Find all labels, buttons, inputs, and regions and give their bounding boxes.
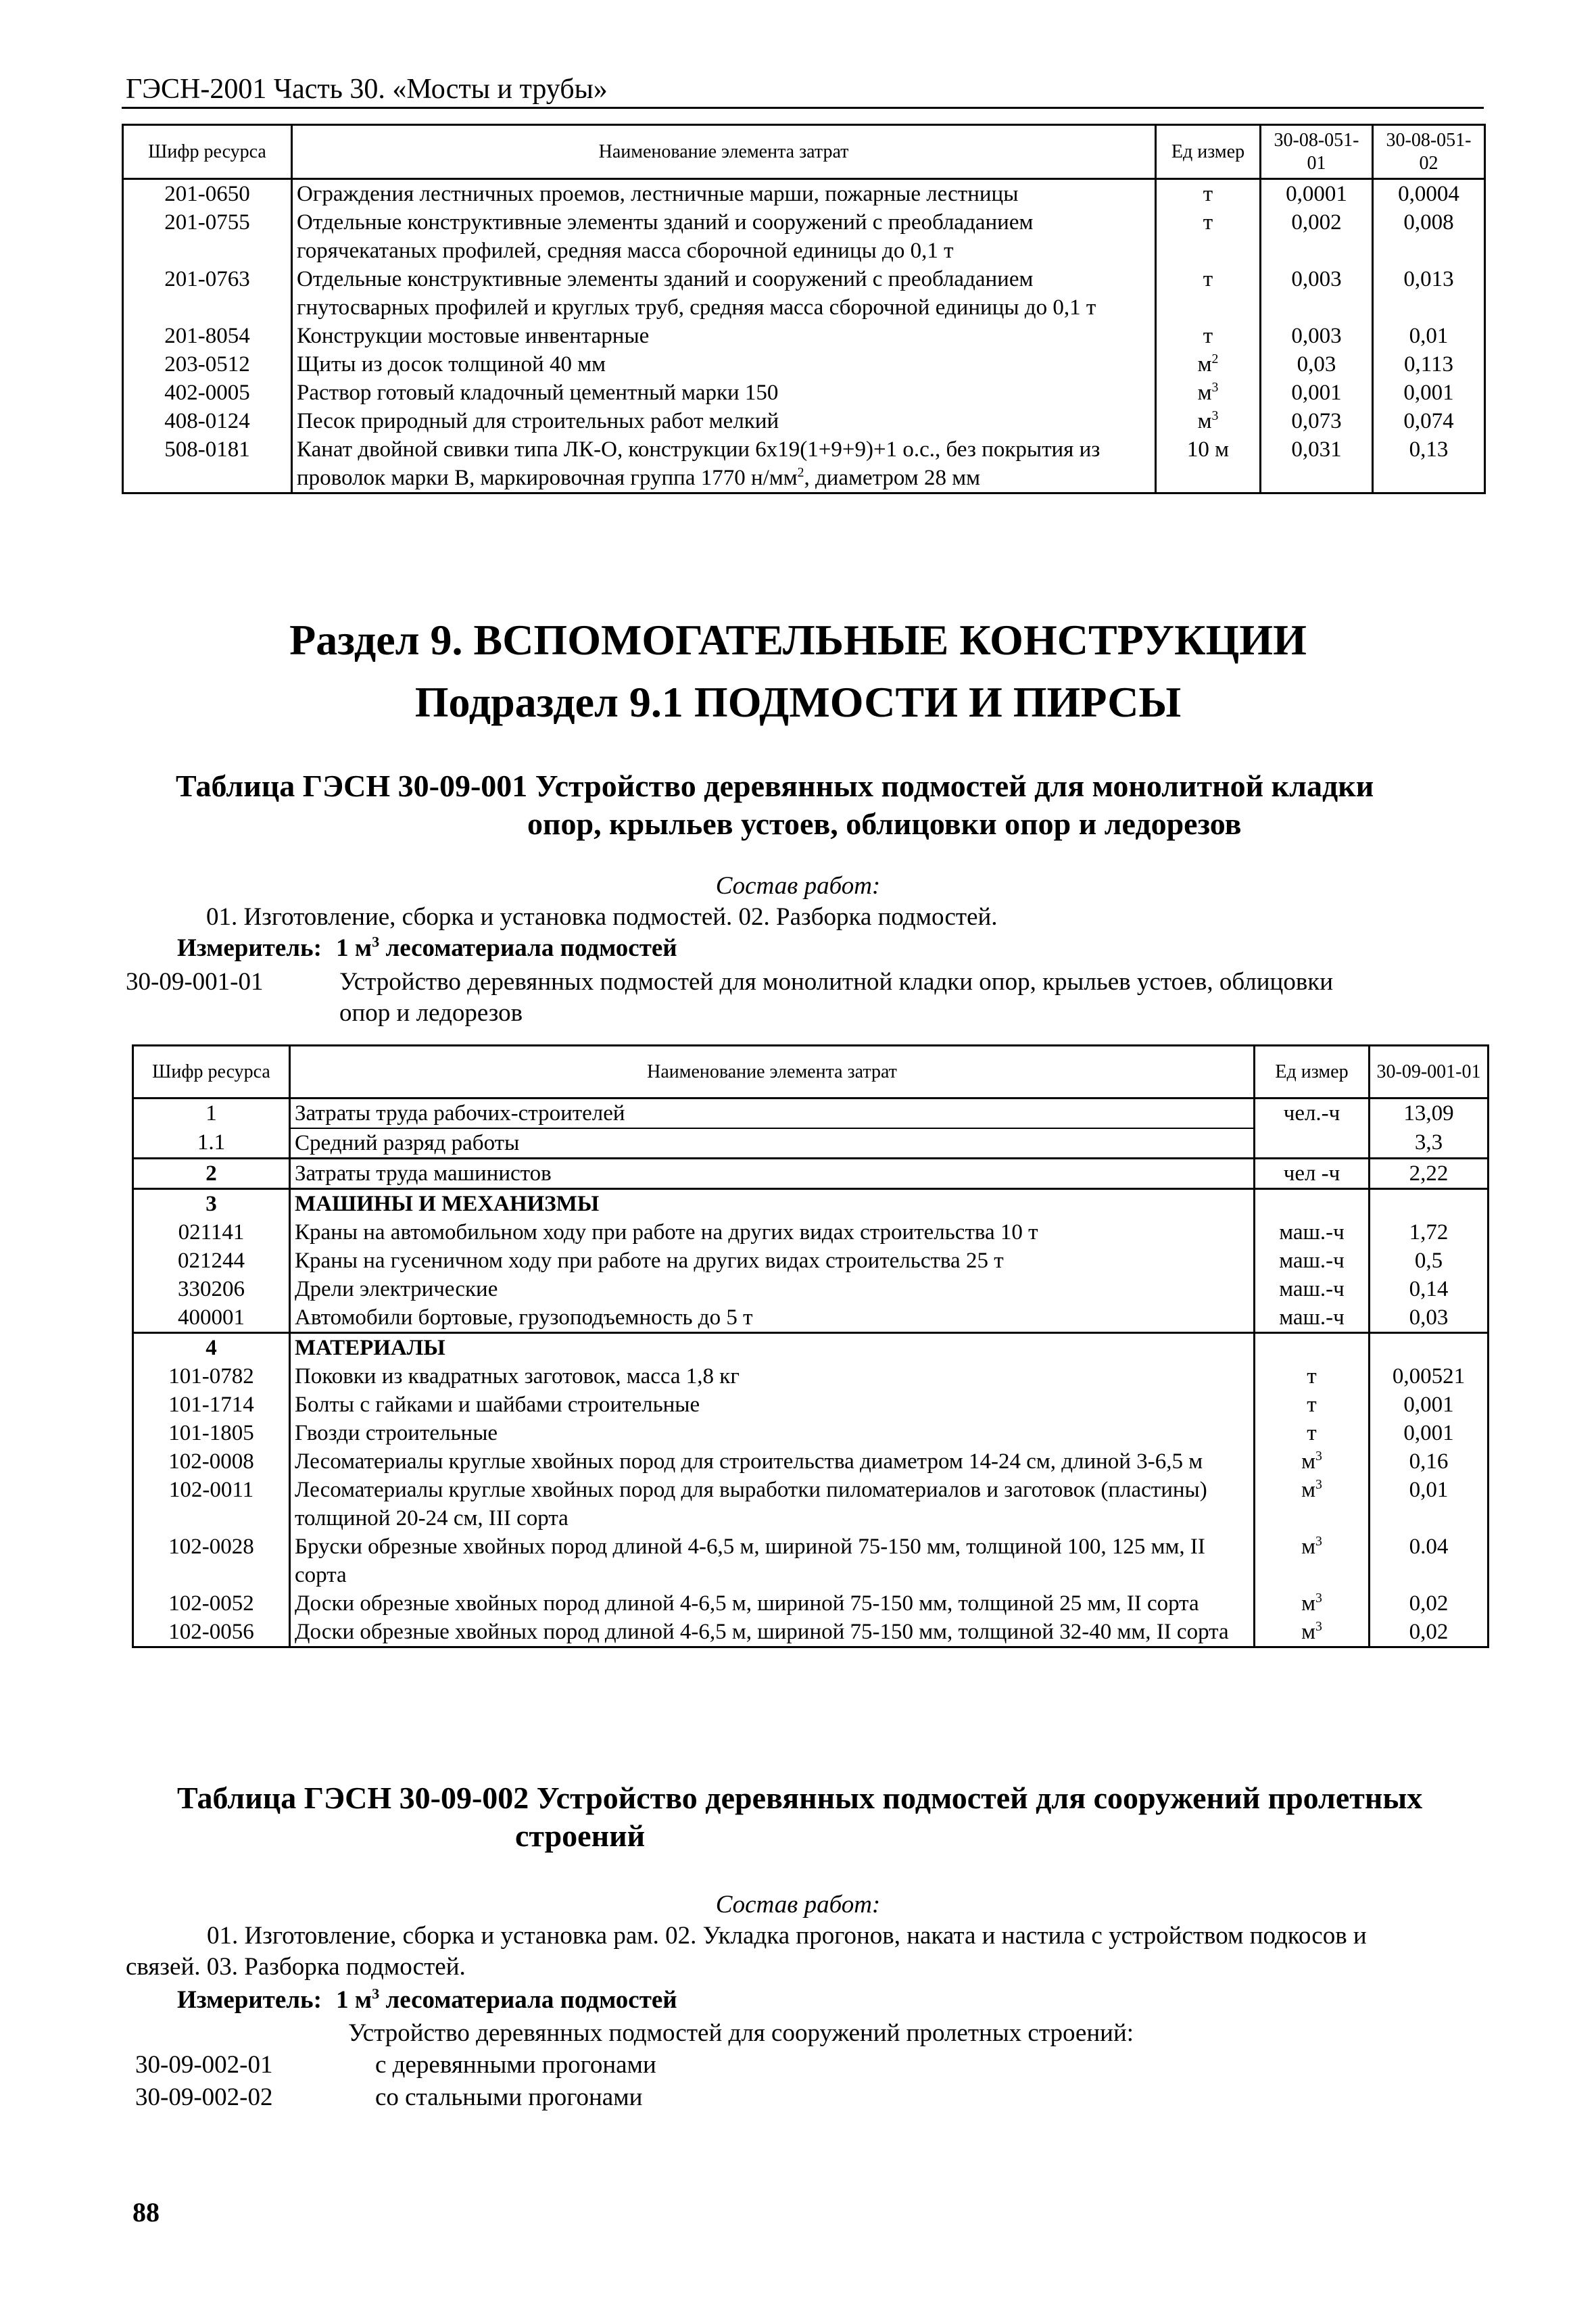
table-row [133, 1391, 1489, 1419]
cell-unit: т [1255, 1391, 1370, 1419]
norm-code: 30-09-002-01 [135, 2051, 273, 2079]
norm-description-line-2: опор и ледорезов [339, 999, 523, 1027]
cell-value: 0,0001 [1261, 179, 1373, 209]
cell-code: 102-0056 [133, 1618, 290, 1647]
cell-code: 508-0181 [123, 435, 292, 493]
col-header-norm: 30-09-001-01 [1370, 1046, 1489, 1099]
cell-unit: т [1255, 1362, 1370, 1391]
cell-name: МАТЕРИАЛЫ [290, 1333, 1255, 1363]
cell-code: 1.1 [133, 1128, 290, 1159]
table-row [123, 179, 1485, 209]
cell-unit: маш.-ч [1255, 1247, 1370, 1275]
section-title: Раздел 9. ВСПОМОГАТЕЛЬНЫЕ КОНСТРУКЦИИ [289, 616, 1307, 664]
table-row [133, 1303, 1489, 1333]
cell-name: МАШИНЫ И МЕХАНИЗМЫ [290, 1189, 1255, 1219]
col-header-code: Шифр ресурса [123, 125, 292, 179]
table-title-line-2: опор, крыльев устоев, облицовки опор и ледорезов [527, 806, 1242, 841]
cell-code: 102-0052 [133, 1589, 290, 1618]
cell-value: 0,001 [1370, 1419, 1489, 1447]
cell-name: Лесоматериалы круглые хвойных пород для выработки пиломатериалов и заготовок (пластины) толщиной 20-24 см, III сорта [290, 1476, 1255, 1533]
cell-name: Краны на автомобильном ходу при работе на других видах строительства 10 т [290, 1218, 1255, 1247]
cell-unit [1255, 1333, 1370, 1363]
cell-value: 0,008 [1373, 208, 1485, 265]
table-row [133, 1275, 1489, 1303]
cell-unit: $м^3$ [1255, 1476, 1370, 1533]
cell-unit: чел.-ч [1255, 1099, 1370, 1129]
cell-code: 201-0650 [123, 179, 292, 209]
cell-name: Поковки из квадратных заготовок, масса 1,8 кг [290, 1362, 1255, 1391]
cell-code: 203-0512 [123, 350, 292, 379]
work-composition-line-2: связей. 03. Разборка подмостей. [126, 1953, 466, 1981]
cell-name: Конструкции мостовые инвентарные [292, 322, 1156, 350]
col-header-unit: Ед измер [1156, 125, 1261, 179]
cell-value: 1,72 [1370, 1218, 1489, 1247]
table-row [133, 1476, 1489, 1533]
meter-label: Измеритель: [177, 1986, 322, 2014]
cell-unit [1255, 1128, 1370, 1159]
meter-value: 1 $м^3$ лесоматериала подмостей [336, 933, 677, 962]
table-row-group-header [133, 1189, 1489, 1219]
cell-code: 101-1714 [133, 1391, 290, 1419]
cell-code: 3 [133, 1189, 290, 1219]
work-composition-text: 01. Изготовление, сборка и установка подмостей. 02. Разборка подмостей. [206, 903, 998, 931]
table-row [123, 350, 1485, 379]
table-title-line-1: Таблица ГЭСН 30-09-002 Устройство деревянных подмостей для сооружений пролетных [177, 1781, 1423, 1815]
cell-unit: маш.-ч [1255, 1303, 1370, 1333]
norm-code: 30-09-001-01 [126, 968, 264, 996]
cell-unit: $м^3$ [1255, 1589, 1370, 1618]
cell-unit: маш.-ч [1255, 1275, 1370, 1303]
cell-value: 0,01 [1373, 322, 1485, 350]
col-header-norm-2: 30-08-051-02 [1373, 125, 1485, 179]
table-row [123, 322, 1485, 350]
cell-value: 0,02 [1370, 1589, 1489, 1618]
cell-name: Ограждения лестничных проемов, лестничные марши, пожарные лестницы [292, 179, 1156, 209]
col-header-unit: Ед измер [1255, 1046, 1370, 1099]
cell-value [1370, 1189, 1489, 1219]
col-header-name: Наименование элемента затрат [292, 125, 1156, 179]
table-title-line-2: строений [515, 1818, 646, 1853]
cell-code: 201-8054 [123, 322, 292, 350]
cell-unit: т [1156, 208, 1261, 265]
norm-item-text: со стальными прогонами [375, 2083, 643, 2111]
cell-code: 021141 [133, 1218, 290, 1247]
cell-unit: $м^3$ [1156, 407, 1261, 435]
meter-label: Измеритель: [177, 934, 322, 962]
cell-value: 0,03 [1370, 1303, 1489, 1333]
norm-description-line-1: Устройство деревянных подмостей для монолитной кладки опор, крыльев устоев, облицовки [339, 968, 1334, 996]
cell-name: Канат двойной свивки типа ЛК-О, конструкции 6х19(1+9+9)+1 о.с., без покрытия из проволок марки В, маркировочная группа 1770 $н/мм^2$, диаметром 28 мм [292, 435, 1156, 493]
cell-value: 0,001 [1373, 379, 1485, 407]
cell-value: 0,13 [1373, 435, 1485, 493]
cell-value: 0,001 [1261, 379, 1373, 407]
table-row [133, 1589, 1489, 1618]
cell-value: 0,01 [1370, 1476, 1489, 1533]
cell-name: Затраты труда машинистов [290, 1159, 1255, 1189]
cell-value: 0,02 [1370, 1618, 1489, 1647]
page-number: 88 [132, 2197, 160, 2227]
cell-unit: $м^3$ [1156, 379, 1261, 407]
cell-code: 408-0124 [123, 407, 292, 435]
cell-unit: чел -ч [1255, 1159, 1370, 1189]
cell-name: Доски обрезные хвойных пород длиной 4-6,5 м, шириной 75-150 мм, толщиной 32-40 мм, II сорта [290, 1618, 1255, 1647]
cell-unit: маш.-ч [1255, 1218, 1370, 1247]
cell-unit: $м^3$ [1255, 1447, 1370, 1476]
col-header-code: Шифр ресурса [133, 1046, 290, 1099]
cell-value: 0,16 [1370, 1447, 1489, 1476]
cell-unit: т [1255, 1419, 1370, 1447]
cell-unit [1255, 1189, 1370, 1219]
cell-code: 021244 [133, 1247, 290, 1275]
cell-code: 330206 [133, 1275, 290, 1303]
col-header-name: Наименование элемента затрат [290, 1046, 1255, 1099]
cell-name: Щиты из досок толщиной 40 мм [292, 350, 1156, 379]
page-header: ГЭСН-2001 Часть 30. «Мосты и трубы» [126, 74, 608, 105]
cell-value: 0,14 [1370, 1275, 1489, 1303]
cell-unit: 10 м [1156, 435, 1261, 493]
cell-value: 0,001 [1370, 1391, 1489, 1419]
meter-line [177, 1985, 677, 2016]
col-header-norm-1: 30-08-051-01 [1261, 125, 1373, 179]
cell-code: 1 [133, 1099, 290, 1129]
cell-code: 102-0008 [133, 1447, 290, 1476]
cell-name: Раствор готовый кладочный цементный марки 150 [292, 379, 1156, 407]
cell-value: 0,113 [1373, 350, 1485, 379]
norm-code: 30-09-002-02 [135, 2083, 273, 2111]
cell-name: Отдельные конструктивные элементы зданий и сооружений с преобладанием горячекатаных профилей, средняя масса сборочной единицы до 0,1 т [292, 208, 1156, 265]
cell-code: 201-0755 [123, 208, 292, 265]
cell-value [1370, 1333, 1489, 1363]
cell-value: 0,00521 [1370, 1362, 1489, 1391]
resource-table-30-08-051 [122, 124, 1486, 494]
meter-line [177, 933, 677, 964]
cell-code: 400001 [133, 1303, 290, 1333]
table-row [123, 265, 1485, 322]
table-title-line-1: Таблица ГЭСН 30-09-001 Устройство деревянных подмостей для монолитной кладки [176, 769, 1374, 803]
subsection-title: Подраздел 9.1 ПОДМОСТИ И ПИРСЫ [414, 678, 1182, 726]
cell-name: Песок природный для строительных работ мелкий [292, 407, 1156, 435]
cell-code: 101-0782 [133, 1362, 290, 1391]
table-row [133, 1159, 1489, 1189]
cell-unit: $м^3$ [1255, 1618, 1370, 1647]
table-row [133, 1218, 1489, 1247]
table-row [123, 208, 1485, 265]
work-composition-text [126, 1921, 1491, 1983]
cell-value: 0,0004 [1373, 179, 1485, 209]
cell-value: 3,3 [1370, 1128, 1489, 1159]
table-row [133, 1419, 1489, 1447]
cell-value: 0,03 [1261, 350, 1373, 379]
cell-value: 0.04 [1370, 1533, 1489, 1589]
cell-value: 0,003 [1261, 322, 1373, 350]
cell-value: 0,002 [1261, 208, 1373, 265]
norm-description: Устройство деревянных подмостей для сооружений пролетных строений: [348, 2019, 1134, 2047]
cell-value: 13,09 [1370, 1099, 1489, 1129]
table-row [133, 1362, 1489, 1391]
cell-name: Лесоматериалы круглые хвойных пород для строительства диаметром 14-24 см, длиной 3-6,5 м [290, 1447, 1255, 1476]
cell-name: Доски обрезные хвойных пород длиной 4-6,5 м, шириной 75-150 мм, толщиной 25 мм, II сорта [290, 1589, 1255, 1618]
cell-code: 2 [133, 1159, 290, 1189]
cell-name: Отдельные конструктивные элементы зданий и сооружений с преобладанием гнутосварных профилей и круглых труб, средняя масса сборочной единицы до 0,1 т [292, 265, 1156, 322]
table-row [133, 1533, 1489, 1589]
table-row-group-header [133, 1333, 1489, 1363]
cell-name: Средний разряд работы [290, 1128, 1255, 1159]
cell-value: 0,074 [1373, 407, 1485, 435]
cell-value: 0,013 [1373, 265, 1485, 322]
cell-code: 4 [133, 1333, 290, 1363]
resource-table-30-09-001 [132, 1044, 1489, 1648]
cell-unit: $м^2$ [1156, 350, 1261, 379]
work-composition-label: Состав работ: [715, 1891, 881, 1919]
norm-item-text: с деревянными прогонами [375, 2051, 656, 2079]
cell-value: 0,031 [1261, 435, 1373, 493]
table-row [133, 1247, 1489, 1275]
cell-code: 201-0763 [123, 265, 292, 322]
cell-name: Затраты труда рабочих-строителей [290, 1099, 1255, 1129]
table-title-30-09-001 [176, 767, 1487, 843]
cell-unit: т [1156, 322, 1261, 350]
table-row [123, 435, 1485, 493]
norm-description [339, 967, 1489, 1029]
work-composition-line-1: 01. Изготовление, сборка и установка рам. 02. Укладка прогонов, наката и настила с устройством подкосов и [207, 1922, 1367, 1950]
table-row [133, 1128, 1489, 1159]
cell-unit: т [1156, 179, 1261, 209]
table-row [133, 1618, 1489, 1647]
cell-code: 102-0011 [133, 1476, 290, 1533]
cell-code: 402-0005 [123, 379, 292, 407]
cell-name: Автомобили бортовые, грузоподъемность до 5 т [290, 1303, 1255, 1333]
cell-code: 101-1805 [133, 1419, 290, 1447]
cell-name: Бруски обрезные хвойных пород длиной 4-6,5 м, шириной 75-150 мм, толщиной 100, 125 мм, II сорта [290, 1533, 1255, 1589]
header-divider [122, 107, 1484, 109]
cell-value: 0,003 [1261, 265, 1373, 322]
table-row [133, 1447, 1489, 1476]
cell-name: Краны на гусеничном ходу при работе на других видах строительства 25 т [290, 1247, 1255, 1275]
cell-name: Болты с гайками и шайбами строительные [290, 1391, 1255, 1419]
meter-value: 1 $м^3$ лесоматериала подмостей [336, 1985, 677, 2014]
work-composition-label: Состав работ: [715, 872, 881, 900]
cell-unit: $м^3$ [1255, 1533, 1370, 1589]
cell-value: 0,5 [1370, 1247, 1489, 1275]
cell-name: Дрели электрические [290, 1275, 1255, 1303]
cell-unit: т [1156, 265, 1261, 322]
cell-code: 102-0028 [133, 1533, 290, 1589]
table-row [133, 1099, 1489, 1129]
table-row [123, 379, 1485, 407]
cell-value: 2,22 [1370, 1159, 1489, 1189]
cell-value: 0,073 [1261, 407, 1373, 435]
cell-name: Гвозди строительные [290, 1419, 1255, 1447]
table-title-30-09-002 [177, 1779, 1489, 1855]
table-row [123, 407, 1485, 435]
